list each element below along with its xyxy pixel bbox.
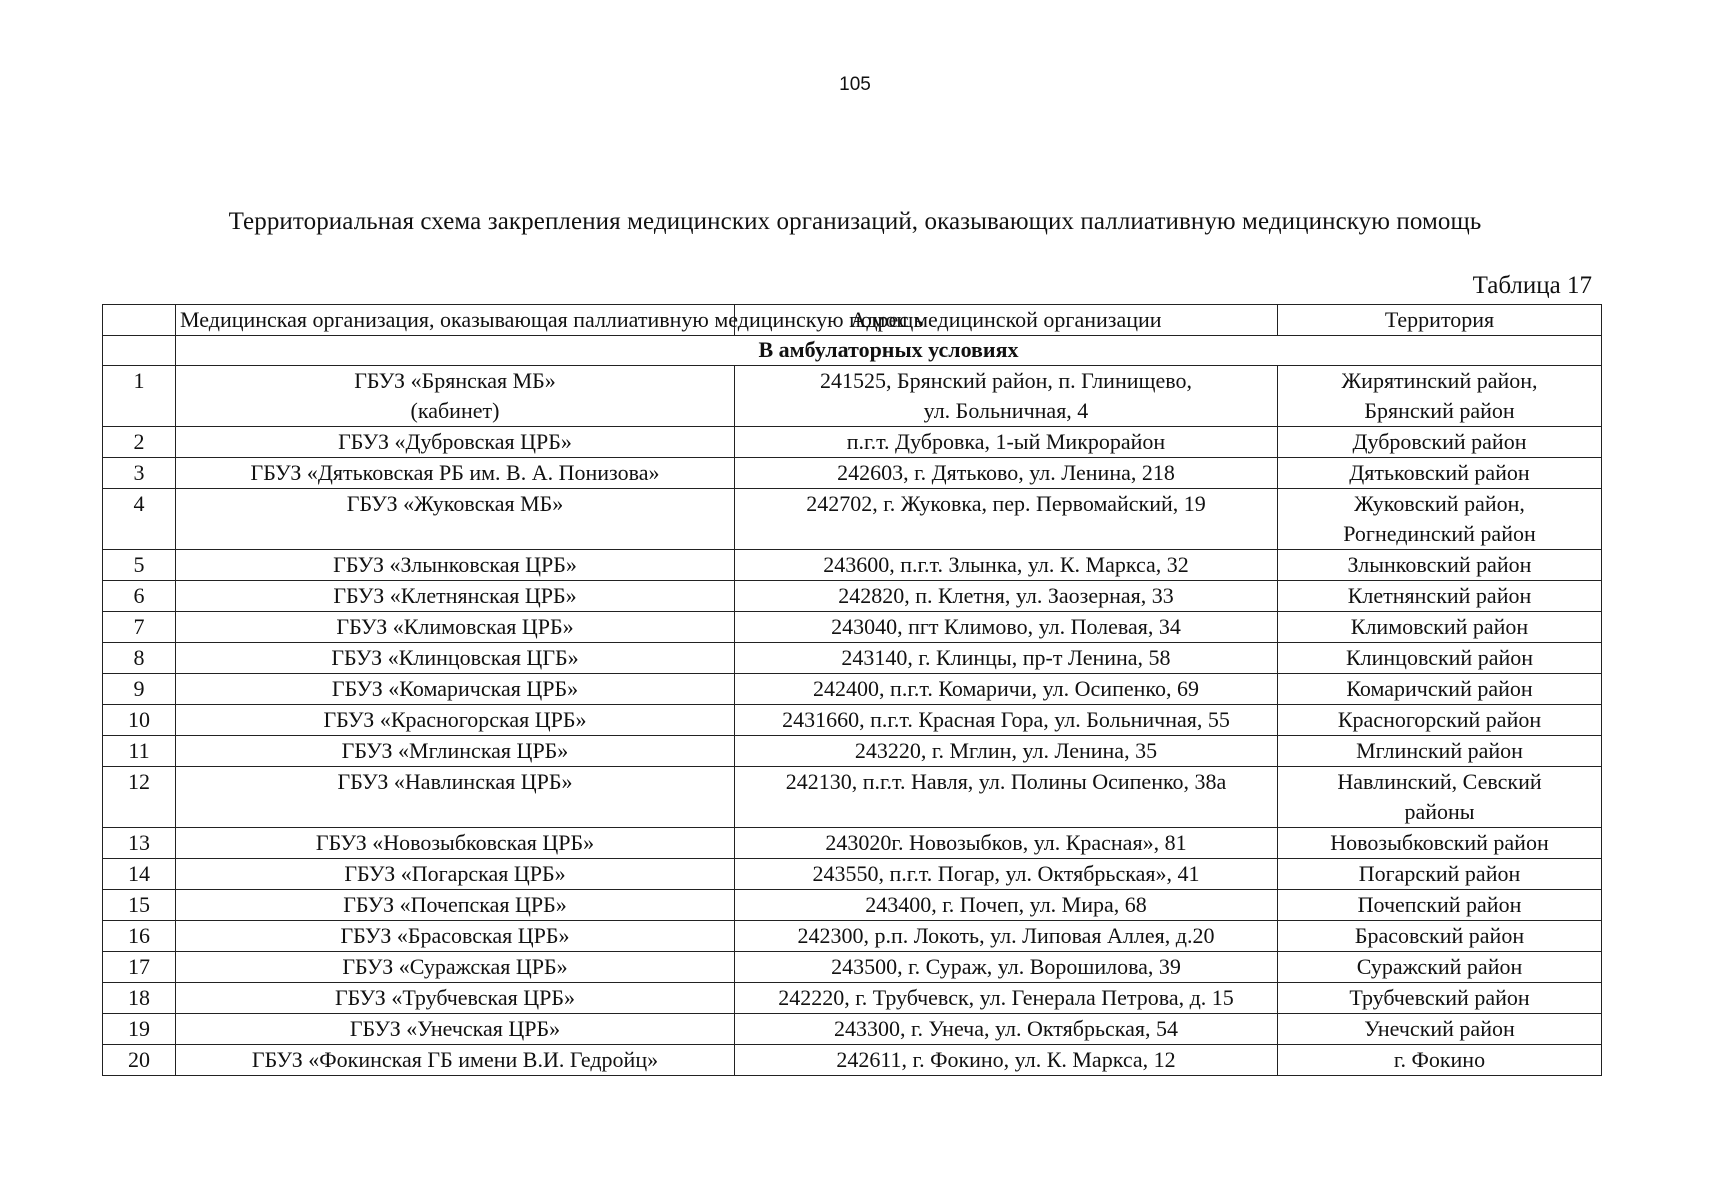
territory-cell xyxy=(1278,767,1602,828)
organization-address-cell xyxy=(735,921,1278,952)
organizations-table xyxy=(102,304,1602,1076)
organization-address-cell xyxy=(735,581,1278,612)
territory-line: Климовский район xyxy=(1350,614,1529,639)
table-row xyxy=(103,1014,1602,1045)
organization-name-line: ГБУЗ «Жуковская МБ» xyxy=(346,491,564,516)
organization-name-line: ГБУЗ «Почепская ЦРБ» xyxy=(343,892,567,917)
section-number-cell xyxy=(103,336,176,366)
territory-cell xyxy=(1278,550,1602,581)
territory-line: Мглинский район xyxy=(1356,738,1523,763)
organization-address-cell xyxy=(735,612,1278,643)
header-organization-line1: Медицинская организация, оказывающая xyxy=(180,307,568,332)
organization-address-cell xyxy=(735,1014,1278,1045)
organization-address-cell xyxy=(735,952,1278,983)
territory-line: г. Фокино xyxy=(1393,1047,1486,1072)
table-row xyxy=(103,736,1602,767)
row-number: 3 xyxy=(103,458,176,489)
territory-cell xyxy=(1278,458,1602,489)
organization-name-cell xyxy=(176,767,735,828)
organization-name-cell xyxy=(176,705,735,736)
row-number: 5 xyxy=(103,550,176,581)
organization-name-cell xyxy=(176,952,735,983)
territory-cell xyxy=(1278,890,1602,921)
row-number: 4 xyxy=(103,489,176,550)
organization-address-cell xyxy=(735,767,1278,828)
table-row xyxy=(103,489,1602,550)
row-number: 10 xyxy=(103,705,176,736)
organization-name-line: ГБУЗ «Дубровская ЦРБ» xyxy=(338,429,572,454)
table-row xyxy=(103,550,1602,581)
territory-cell xyxy=(1278,983,1602,1014)
organization-name-cell xyxy=(176,828,735,859)
organization-name-cell xyxy=(176,366,735,427)
document-title: Территориальная схема закрепления медицинских организаций, оказывающих паллиативную медицинскую помощь xyxy=(228,208,1482,235)
organization-address-line: п.г.т. Дубровка, 1-ый Микрорайон xyxy=(846,429,1166,454)
organization-address-cell xyxy=(735,705,1278,736)
table-row xyxy=(103,705,1602,736)
row-number: 8 xyxy=(103,643,176,674)
row-number: 6 xyxy=(103,581,176,612)
table-row xyxy=(103,612,1602,643)
organization-address-cell xyxy=(735,736,1278,767)
organization-address-cell xyxy=(735,859,1278,890)
territory-line: Жуковский район, xyxy=(1354,491,1525,516)
organization-address-line: 242820, п. Клетня, ул. Заозерная, 33 xyxy=(838,583,1174,608)
organization-name-line: (кабинет) xyxy=(410,398,500,423)
table-row xyxy=(103,427,1602,458)
territory-line: Навлинский, Севский xyxy=(1337,769,1542,794)
organization-address-line: 242130, п.г.т. Навля, ул. Полины Осипенко, 38а xyxy=(785,769,1227,794)
organization-address-cell xyxy=(735,828,1278,859)
organization-address-line: 243140, г. Клинцы, пр-т Ленина, 58 xyxy=(841,645,1171,670)
territory-line: Брянский район xyxy=(1364,398,1515,423)
organization-address-line: 242220, г. Трубчевск, ул. Генерала Петрова, д. 15 xyxy=(778,985,1234,1010)
row-number: 7 xyxy=(103,612,176,643)
organization-name-cell xyxy=(176,550,735,581)
organization-address-cell xyxy=(735,983,1278,1014)
organization-name-line: ГБУЗ «Навлинская ЦРБ» xyxy=(337,769,573,794)
table-row xyxy=(103,921,1602,952)
organization-address-cell xyxy=(735,1045,1278,1076)
territory-cell xyxy=(1278,705,1602,736)
organization-address-cell xyxy=(735,366,1278,427)
section-row xyxy=(103,336,1602,366)
territory-cell xyxy=(1278,736,1602,767)
organization-name-line: ГБУЗ «Злынковская ЦРБ» xyxy=(333,552,577,577)
row-number: 13 xyxy=(103,828,176,859)
organization-address-line: 242300, р.п. Локоть, ул. Липовая Аллея, д.20 xyxy=(797,923,1215,948)
organization-address-cell xyxy=(735,489,1278,550)
organization-name-line: ГБУЗ «Брасовская ЦРБ» xyxy=(340,923,570,948)
organization-name-cell xyxy=(176,983,735,1014)
organization-address-line: 243040, пгт Климово, ул. Полевая, 34 xyxy=(831,614,1181,639)
organization-name-cell xyxy=(176,1014,735,1045)
table-row xyxy=(103,1045,1602,1076)
territory-line: Новозыбковский район xyxy=(1330,830,1549,855)
organization-name-cell xyxy=(176,1045,735,1076)
table-header-row xyxy=(103,305,1602,336)
territory-cell xyxy=(1278,952,1602,983)
territory-cell xyxy=(1278,489,1602,550)
row-number: 17 xyxy=(103,952,176,983)
page-number: 105 xyxy=(839,74,871,95)
organization-name-line: ГБУЗ «Брянская МБ» xyxy=(354,368,556,393)
table-row xyxy=(103,828,1602,859)
organization-address-line: 243020г. Новозыбков, ул. Красная», 81 xyxy=(825,830,1187,855)
territory-line: районы xyxy=(1404,799,1475,824)
organization-name-cell xyxy=(176,674,735,705)
row-number: 19 xyxy=(103,1014,176,1045)
territory-line: Клетнянский район xyxy=(1347,583,1532,608)
organization-name-line: ГБУЗ «Погарская ЦРБ» xyxy=(344,861,566,886)
organization-name-cell xyxy=(176,427,735,458)
organization-address-line: 242611, г. Фокино, ул. К. Маркса, 12 xyxy=(836,1047,1176,1072)
organization-name-line: ГБУЗ «Клетнянская ЦРБ» xyxy=(333,583,577,608)
organization-name-cell xyxy=(176,859,735,890)
territory-line: Погарский район xyxy=(1358,861,1521,886)
section-title: В амбулаторных условиях xyxy=(176,336,1602,366)
territory-cell xyxy=(1278,1014,1602,1045)
organization-address-line: ул. Больничная, 4 xyxy=(923,398,1089,423)
table-caption: Таблица 17 xyxy=(1472,272,1592,299)
territory-cell xyxy=(1278,828,1602,859)
organization-name-line: ГБУЗ «Суражская ЦРБ» xyxy=(342,954,568,979)
table-row xyxy=(103,581,1602,612)
row-number: 11 xyxy=(103,736,176,767)
organization-name-line: ГБУЗ «Климовская ЦРБ» xyxy=(336,614,574,639)
organization-name-line: ГБУЗ «Дятьковская РБ им. В. А. Понизова» xyxy=(250,460,660,485)
territory-cell xyxy=(1278,612,1602,643)
territory-line: Трубчевский район xyxy=(1349,985,1530,1010)
territory-line: Дубровский район xyxy=(1352,429,1527,454)
organization-address-line: 2431660, п.г.т. Красная Гора, ул. Больничная, 55 xyxy=(782,707,1230,732)
organization-name-cell xyxy=(176,736,735,767)
organization-address-line: 242603, г. Дятьково, ул. Ленина, 218 xyxy=(837,460,1175,485)
organization-address-line: 243220, г. Мглин, ул. Ленина, 35 xyxy=(854,738,1158,763)
organization-address-line: 243600, п.г.т. Злынка, ул. К. Маркса, 32 xyxy=(823,552,1189,577)
territory-line: Унечский район xyxy=(1364,1016,1515,1041)
territory-line: Комаричский район xyxy=(1346,676,1533,701)
organization-name-line: ГБУЗ «Новозыбковская ЦРБ» xyxy=(315,830,595,855)
row-number: 16 xyxy=(103,921,176,952)
territory-line: Рогнединский район xyxy=(1343,521,1536,546)
territory-cell xyxy=(1278,1045,1602,1076)
row-number: 15 xyxy=(103,890,176,921)
organization-name-cell xyxy=(176,489,735,550)
row-number: 9 xyxy=(103,674,176,705)
organization-address-cell xyxy=(735,643,1278,674)
territory-cell xyxy=(1278,581,1602,612)
header-address: Адрес медицинской организации xyxy=(735,305,1278,336)
territory-line: Суражский район xyxy=(1356,954,1523,979)
organization-name-cell xyxy=(176,612,735,643)
organization-name-cell xyxy=(176,890,735,921)
header-organization-line2: паллиативную медицинскую помощь xyxy=(573,307,924,332)
organization-name-cell xyxy=(176,921,735,952)
organization-address-line: 243500, г. Сураж, ул. Ворошилова, 39 xyxy=(831,954,1181,979)
territory-cell xyxy=(1278,921,1602,952)
table-row xyxy=(103,952,1602,983)
table-row xyxy=(103,366,1602,427)
organization-name-line: ГБУЗ «Фокинская ГБ имени В.И. Гедройц» xyxy=(251,1047,659,1072)
organization-address-cell xyxy=(735,890,1278,921)
organization-name-cell xyxy=(176,581,735,612)
table-row xyxy=(103,983,1602,1014)
organization-name-cell xyxy=(176,643,735,674)
table-row xyxy=(103,458,1602,489)
territory-line: Дятьковский район xyxy=(1349,460,1530,485)
organization-address-line: 243300, г. Унеча, ул. Октябрьская, 54 xyxy=(834,1016,1178,1041)
row-number: 2 xyxy=(103,427,176,458)
table-row xyxy=(103,859,1602,890)
organization-name-line: ГБУЗ «Комаричская ЦРБ» xyxy=(331,676,579,701)
territory-line: Жирятинский район, xyxy=(1341,368,1538,393)
territory-line: Красногорский район xyxy=(1337,707,1542,732)
territory-cell xyxy=(1278,427,1602,458)
organization-address-line: 242400, п.г.т. Комаричи, ул. Осипенко, 69 xyxy=(813,676,1199,701)
row-number: 18 xyxy=(103,983,176,1014)
organization-name-cell xyxy=(176,458,735,489)
organization-address-line: 241525, Брянский район, п. Глинищево, xyxy=(820,368,1192,393)
row-number: 20 xyxy=(103,1045,176,1076)
organization-address-line: 243550, п.г.т. Погар, ул. Октябрьская», 41 xyxy=(812,861,1200,886)
territory-line: Брасовский район xyxy=(1354,923,1525,948)
organization-name-line: ГБУЗ «Мглинская ЦРБ» xyxy=(341,738,569,763)
organization-address-cell xyxy=(735,427,1278,458)
organization-name-line: ГБУЗ «Клинцовская ЦГБ» xyxy=(331,645,579,670)
organization-address-cell xyxy=(735,674,1278,705)
header-number xyxy=(103,305,176,336)
row-number: 12 xyxy=(103,767,176,828)
table-row xyxy=(103,890,1602,921)
territory-line: Злынковский район xyxy=(1347,552,1532,577)
organization-address-cell xyxy=(735,550,1278,581)
territory-cell xyxy=(1278,859,1602,890)
territory-cell xyxy=(1278,643,1602,674)
territory-line: Почепский район xyxy=(1357,892,1522,917)
organization-address-line: 243400, г. Почеп, ул. Мира, 68 xyxy=(865,892,1147,917)
organization-name-line: ГБУЗ «Красногорская ЦРБ» xyxy=(323,707,587,732)
header-organization xyxy=(176,305,924,336)
organization-name-line: ГБУЗ «Трубчевская ЦРБ» xyxy=(334,985,576,1010)
row-number: 14 xyxy=(103,859,176,890)
territory-line: Клинцовский район xyxy=(1345,645,1534,670)
territory-cell xyxy=(1278,366,1602,427)
table-row xyxy=(103,643,1602,674)
organization-name-line: ГБУЗ «Унечская ЦРБ» xyxy=(349,1016,561,1041)
table-row xyxy=(103,674,1602,705)
table-row xyxy=(103,767,1602,828)
table-body xyxy=(103,336,1602,1076)
territory-cell xyxy=(1278,674,1602,705)
organization-address-cell xyxy=(735,458,1278,489)
header-territory: Территория xyxy=(1278,305,1602,336)
organization-address-line: 242702, г. Жуковка, пер. Первомайский, 19 xyxy=(806,491,1206,516)
row-number: 1 xyxy=(103,366,176,427)
